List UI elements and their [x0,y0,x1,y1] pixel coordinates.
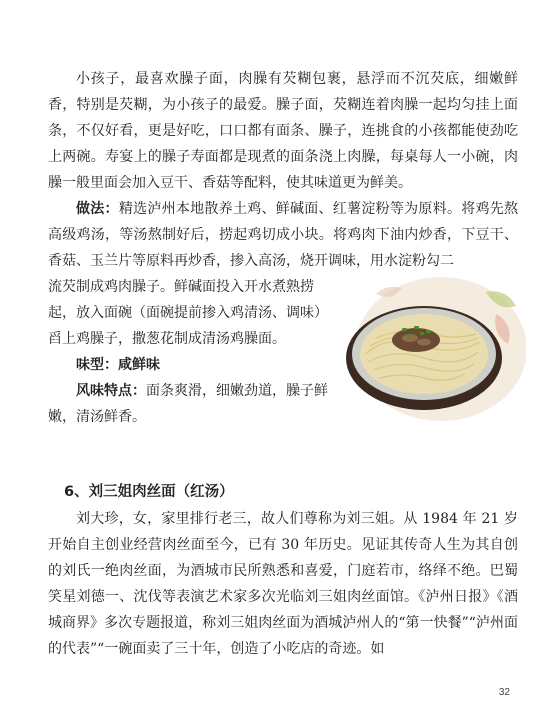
page-number: 32 [498,687,510,698]
taste-label: 味型： [76,357,118,373]
taste-value: 咸鲜味 [118,357,160,373]
section-paragraph: 刘大珍，女，家里排行老三，故人们尊称为刘三姐。从 1984 年 21 岁开始自主创业经营肉丝面至今，已有 30 年历史。见证其传奇人生为其自创的刘氏一绝肉丝面，为酒城市民所熟悉和喜爱，门庭若市，络绎不绝。巴蜀笑星刘德一、沈伐等表演艺术家多次光临刘三姐肉丝面馆。《泸州日报》《酒城商界》多次专题报道，称刘三姐肉丝面为酒城泸州人的“第一快餐”“泸州面的代表”“一碗面卖了三十年，创造了小吃店的奇迹。如 [48,511,518,657]
method-text: 精选泸州本地散养土鸡、鲜碱面、红薯淀粉等为原料。将鸡先熬高级鸡汤，等汤熬制好后，捞起鸡切成小块。将鸡肉下油内炒香，下豆干、香菇、玉兰片等原料再炒香，掺入高汤，烧开调味，用水淀粉勾二 [48,201,519,269]
section-body [48,506,518,662]
method-label: 做法： [76,201,119,217]
feature-label: 风味特点： [76,383,146,399]
noodle-bowl-photo [336,274,526,424]
method-continuation: 流芡制成鸡肉臊子。鲜碱面投入开水煮熟捞起，放入面碗（面碗提前掺入鸡清汤、调味）舀上鸡臊子，撒葱花制成清汤鸡臊面。 [48,279,328,347]
intro-text-block [48,66,518,274]
section-heading: 6、刘三姐肉丝面（红汤） [64,484,234,500]
feature-text: 面条爽滑，细嫩劲道，臊子鲜嫩，清汤鲜香。 [48,383,328,425]
intro-paragraph: 小孩子，最喜欢臊子面，肉臊有芡糊包裹，悬浮而不沉芡底，细嫩鲜香，特别是芡糊，为小孩子的最爱。臊子面，芡糊连着肉臊一起均匀挂上面条，不仅好看，更是好吃，口口都有面条、臊子，连挑食的小孩都能使劲吃上两碗。寿宴上的臊子寿面都是现煮的面条浇上肉臊，每桌每人一小碗，肉臊一般里面会加入豆干、香菇等配料，使其味道更为鲜美。 [48,71,518,191]
wrapped-text-area [48,274,518,430]
method-paragraph [48,196,518,274]
